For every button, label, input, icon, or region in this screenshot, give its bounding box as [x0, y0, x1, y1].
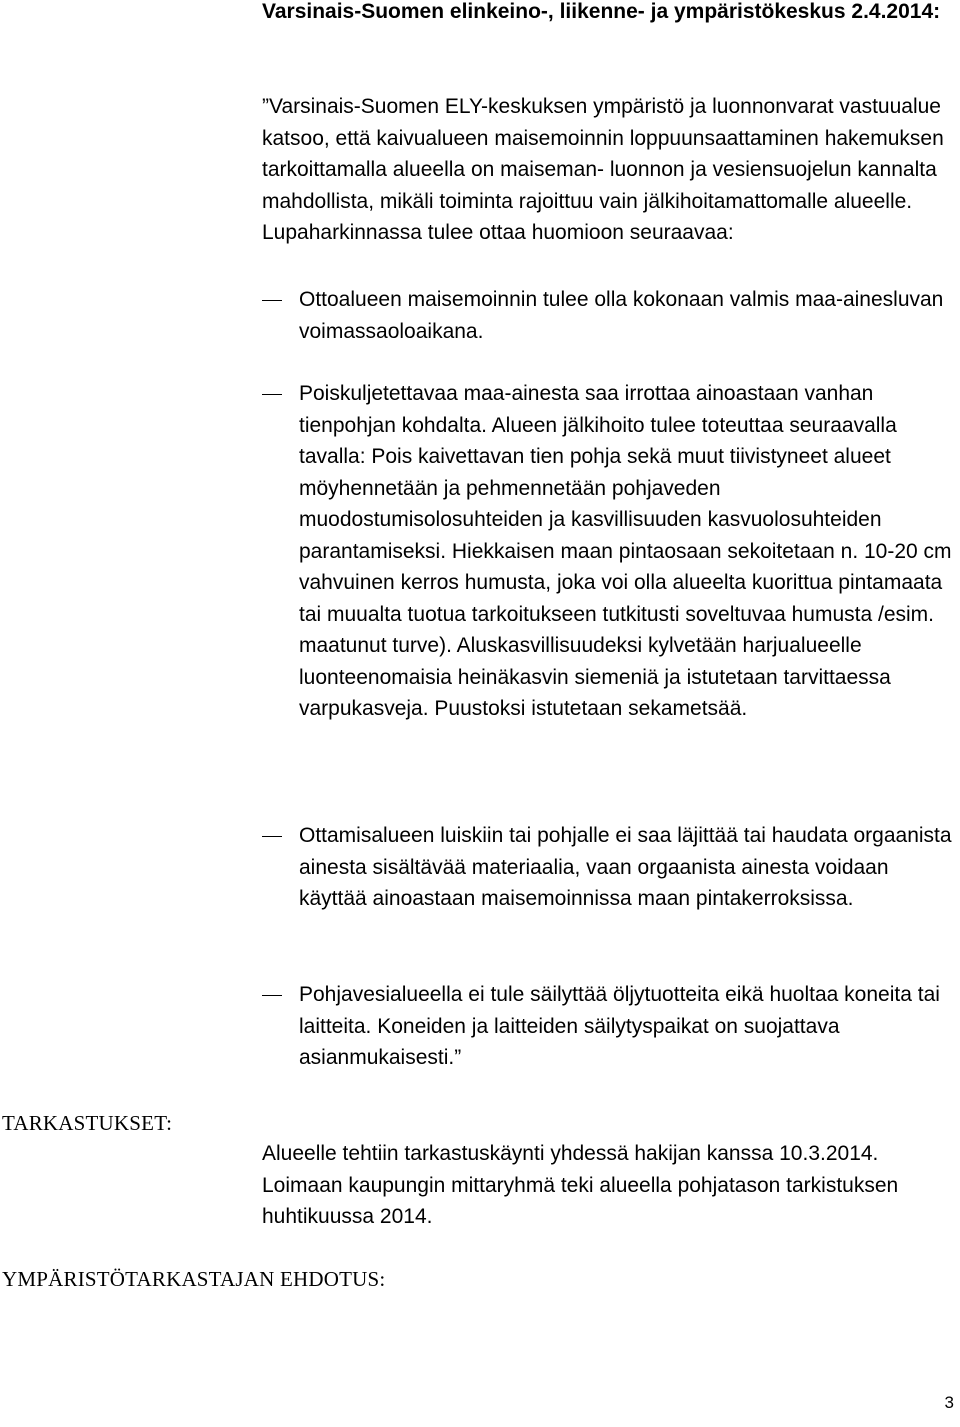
dash-bullet-icon	[262, 394, 282, 395]
page-number: 3	[944, 1393, 954, 1412]
bullet-item	[262, 820, 952, 915]
bullet-text: Ottoalueen maisemoinnin tulee olla kokonaan valmis maa-ainesluvan voimassaoloaikana.	[299, 288, 944, 343]
dash-bullet-icon	[262, 300, 282, 301]
bullet-item	[262, 979, 952, 1074]
ehdotus-label: YMPÄRISTÖTARKASTAJAN EHDOTUS:	[2, 1267, 386, 1291]
bullet-item	[262, 284, 952, 347]
bullet-text: Pohjavesialueella ei tule säilyttää öljytuotteita eikä huoltaa koneita tai laitteita. Koneiden ja laitteiden säilytyspaikat on suojattava asianmukaisesti.”	[299, 983, 940, 1069]
dash-bullet-icon	[262, 836, 282, 837]
ely-statement-paragraph: ”Varsinais-Suomen ELY-keskuksen ympäristö ja luonnonvarat vastuualue katsoo, että kaivualueen maisemoinnin loppuunsaattaminen hakemuksen tarkoittamalla alueella on maiseman- luonnon ja vesiensuojelun kannalta mahdollista, mikäli toiminta rajoittuu vain jälkihoitamattomalle alueelle. Lupaharkinnassa tulee ottaa huomioon seuraavaa:	[262, 95, 944, 244]
bullet-text: Poiskuljetettavaa maa-ainesta saa irrottaa ainoastaan vanhan tienpohjan kohdalta. Alueen jälkihoito tulee toteuttaa seuraavalla tavalla: Pois kaivettavan tien pohja sekä muut tiivistyneet alueet möyhennetään ja pehmennetään pohjaveden muodostumisolosuhteiden ja kasvillisuuden kasvuolosuhteiden parantamiseksi. Hiekkaisen maan pintaosaan sekoitetaan n. 10-20 cm vahvuinen kerros humusta, joka voi olla alueelta kuorittua pintamaata tai muualta tuotua tarkoitukseen tutkitusti soveltuvaa humusta /esim. maatunut turve). Aluskasvillisuudeksi kylvetään harjualueelle luonteenomaisia heinäkasvin siemeniä ja istutetaan tarvittaessa varpukasveja. Puustoksi istutetaan sekametsää.	[299, 382, 952, 720]
section-heading: Varsinais-Suomen elinkeino-, liikenne- ja ympäristökeskus 2.4.2014:	[262, 0, 941, 23]
dash-bullet-icon	[262, 995, 282, 996]
tarkastukset-label: TARKASTUKSET:	[2, 1111, 173, 1135]
bullet-text: Ottamisalueen luiskiin tai pohjalle ei saa läjittää tai haudata orgaanista ainesta sisältävää materiaalia, vaan orgaanista ainesta voidaan käyttää ainoastaan maisemoinnissa maan pintakerroksissa.	[299, 824, 952, 910]
bullet-item	[262, 378, 952, 725]
tarkastukset-text: Alueelle tehtiin tarkastuskäynti yhdessä hakijan kanssa 10.3.2014. Loimaan kaupungin mittaryhmä teki alueella pohjatason tarkistuksen huhtikuussa 2014.	[262, 1142, 899, 1228]
